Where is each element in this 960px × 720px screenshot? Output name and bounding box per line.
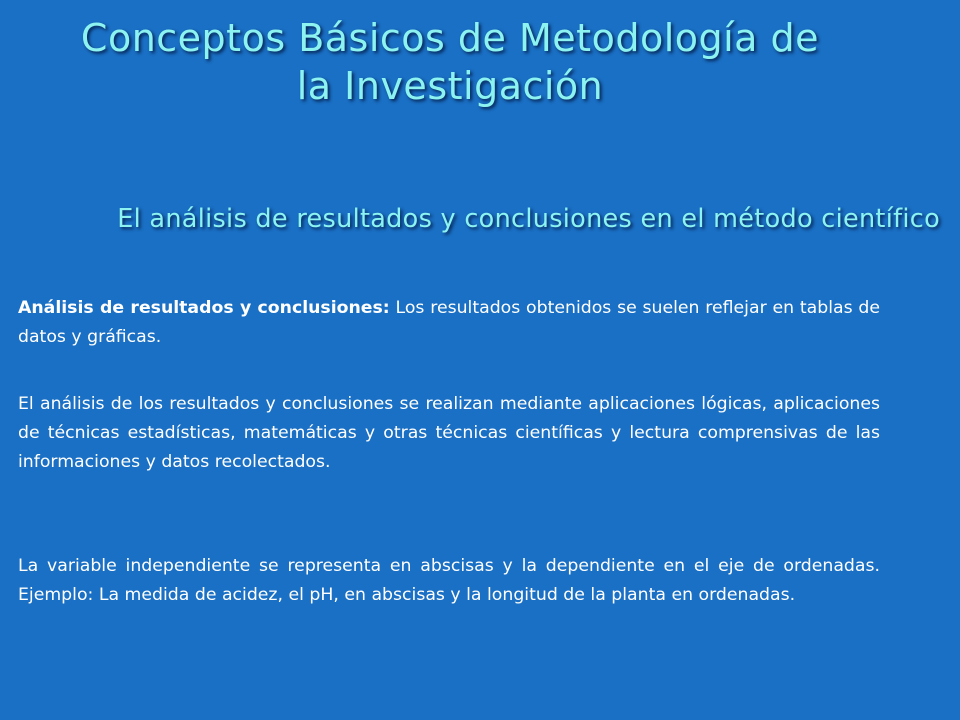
paragraph-analysis-methods — [18, 390, 880, 477]
paragraph-lead: Análisis de resultados y conclusiones: — [18, 298, 390, 318]
paragraph-text: Los resultados obtenidos se suelen reflejar en tablas de datos y gráficas. — [18, 298, 880, 347]
slide-title — [40, 14, 860, 110]
paragraph-results-and-conclusions — [18, 294, 880, 352]
slide-title-line-1: Conceptos Básicos de Metodología de — [80, 16, 820, 60]
paragraph-text: La variable independiente se representa en abscisas y la dependiente en el eje de ordenadas. Ejemplo: La medida de acidez, el pH, en abscisas y la longitud de la planta en ordenadas. — [18, 556, 880, 605]
slide-subtitle: El análisis de resultados y conclusiones en el método científico — [117, 204, 940, 234]
slide-title-line-2: la Investigación — [296, 64, 604, 108]
paragraph-text: El análisis de los resultados y conclusiones se realizan mediante aplicaciones lógicas, aplicaciones de técnicas estadísticas, matemáticas y otras técnicas científicas y lectura comprensivas de las informaciones y datos recolectados. — [18, 394, 880, 472]
paragraph-variables-example — [18, 552, 880, 610]
